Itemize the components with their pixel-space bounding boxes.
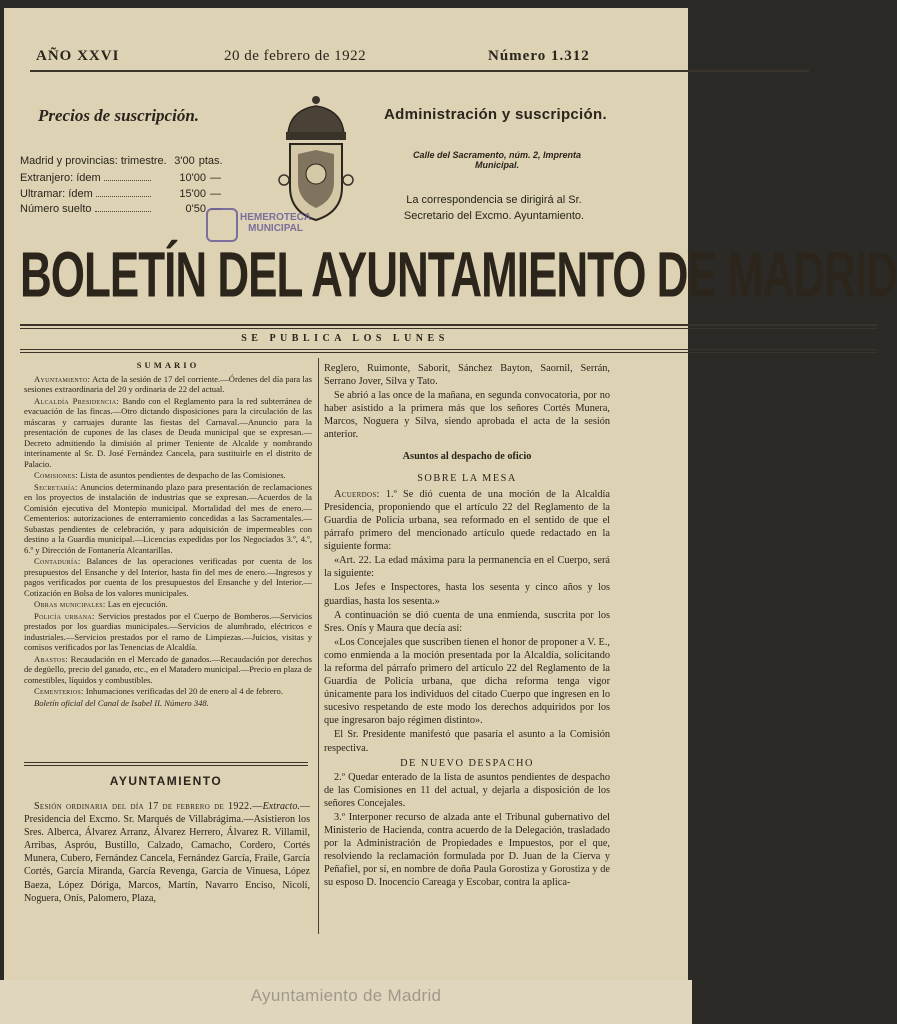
session-extract: Extracto. (262, 801, 300, 812)
sumario-column (24, 360, 312, 709)
sumario-item (24, 470, 312, 481)
section-rule (24, 762, 308, 763)
sumario-item (24, 654, 312, 686)
price-unit: ptas. (198, 155, 223, 167)
sumario-item (24, 374, 312, 395)
sumario-item (24, 556, 312, 598)
admin-note: La correspondencia se dirigirá al Sr. Secretario del Excmo. Ayuntamiento. (403, 194, 585, 222)
price-unit: — (210, 172, 221, 184)
attendees-cont: Reglero, Ruimonte, Saborit, Sánchez Bayton, Saornil, Serrán, Serrano Jover, Silva y Tato. (324, 363, 610, 388)
sumario-title: SUMARIO (136, 360, 200, 370)
stamp-line: MUNICIPAL (248, 223, 303, 234)
date-label: 20 de febrero de 1922 (224, 48, 367, 64)
sumario-head: Alcaldía Presidencia: (34, 395, 120, 406)
sumario-text: Las en ejecución. (107, 599, 168, 609)
sumario-text: Anuncios determinando plazo para presentación de reclamaciones en los proyectos de instalación de industrias que se expresan.—Acuerdos de la Comisión ejecutiva del Montepío municipal. Mortalidad del mes de enero.—Cementerios: autorizaciones de enterramiento concedidas a las Sacramentales.—Subastas pendientes de celebración, y para adquisición de impermeables con destino a la Guardia municipal.—Licencias expedidas por los Negociados 3.º, 4.º, 6.º y Dirección de Fontanería Alcantarillas. (24, 481, 312, 555)
sumario-head: Abastos: (34, 653, 68, 664)
sumario-item (24, 599, 312, 610)
session-text: —Presidencia del Excmo. Sr. Marqués de Villabrágima.—Asistieron los Sres. Alberca, Álvarez Arranz, Álvarez Herrero, Álvarez R. Villamil, Arribas, Aspróu, Bustillo, Calzado, Camacho, Cordero, Cortés Munera, Cubero, Fernández Cancela, Fernández García, Fraile, García Cortés, García Miranda, García Revenga, García de Vinuesa, López Baeza, López Dóriga, Marcos, Martín, Navarro Enciso, Nicolí, Noguera, Onís, Palomero, Plaza, (24, 801, 310, 904)
admin-title: Administración y suscripción. (384, 106, 607, 123)
subscription-title: Precios de suscripción. (38, 106, 200, 125)
nuevo-despacho-title: DE NUEVO DESPACHO (400, 757, 534, 769)
sumario-text: Bando con el Reglamento para la red subterránea de evacuación de las fincas.—Otro dictando disposiciones para la circulación de las máscaras y carruajes durante las fiestas del Carnaval.—Anuncio para la presentación de cupones de las clases de Deuda municipal que se expresan.—Decreto admitiendo la dimisión al primer Teniente de Alcalde y nombrando interinamente al Sr. D. José Fernández Cancela, para sustituirle en el distrito de Palacio. (24, 395, 312, 469)
sumario-item (24, 686, 312, 697)
price-label: Extranjero: ídem (20, 172, 101, 184)
sumario-head: Cementerios: (34, 686, 84, 696)
presidente-paragraph: El Sr. Presidente manifestó que pasaría el asunto a la Comisión respectiva. (324, 729, 610, 754)
price-value: 3'00 (174, 155, 195, 167)
coat-of-arms-icon (276, 92, 356, 232)
sumario-head: Comisiones: (34, 470, 79, 480)
masthead-rule-thin (20, 328, 877, 329)
mesa-title: SOBRE LA MESA (417, 472, 517, 484)
stamp-seal-icon (206, 208, 238, 242)
sumario-head: Secretaría: (34, 481, 78, 492)
footer-watermark: Ayuntamiento de Madrid (250, 986, 442, 1005)
admin-address: Calle del Sacramento, núm. 2, Imprenta Municipal. (412, 150, 582, 170)
session-paragraph (24, 800, 310, 905)
price-row (20, 172, 254, 184)
sumario-text: Inhumaciones verificadas del 20 de enero al 4 de febrero. (85, 686, 283, 696)
price-unit: — (210, 188, 221, 200)
price-value: 0'50 (185, 203, 206, 215)
section-rule-thin (24, 765, 308, 766)
price-value: 15'00 (179, 188, 206, 200)
acuerdos-head: Acuerdos: (334, 488, 380, 500)
opening-paragraph: Se abrió a las once de la mañana, en segunda convocatoria, por no haber asistido a la primera más que los señores Cortés Munera, Marcos, Noguera y Silva, siendo aprobada el acta de la sesión anterior. (324, 390, 610, 441)
sumario-head: Policía urbana: (34, 610, 95, 621)
asuntos-title: Asuntos al despacho de oficio (402, 450, 532, 462)
tagline-rule-thin (20, 352, 877, 353)
price-row (20, 188, 254, 200)
session-head: Sesión ordinaria del día 17 de febrero de 1922.— (34, 801, 263, 812)
stamp-line: HEMEROTECA (240, 212, 312, 223)
sumario-head: Obras municipales: (34, 599, 106, 609)
sumario-item (24, 698, 312, 709)
price-label: Ultramar: ídem (20, 188, 93, 200)
sumario-head: Ayuntamiento: (34, 373, 91, 384)
item-2-paragraph: 2.º Quedar enterado de la lista de asuntos pendientes de despacho de las Comisiones en 11 del actual, y dejarla a disposición de los señores Concejales. (324, 771, 610, 809)
column-divider (318, 358, 319, 934)
sumario-item (24, 482, 312, 556)
header-rule (30, 70, 809, 72)
acuerdos-paragraph (324, 488, 610, 553)
price-label: Madrid y provincias: trimestre. (20, 155, 167, 167)
sumario-head: Contaduría: (34, 556, 81, 566)
sumario-text: Servicios prestados por el Cuerpo de Bomberos.—Servicios prestados por los guardias municipales.—Servicios de alumbrado, eléctricos e industriales.—Servicios prestados por el ramo de Limpiezas.—Juicios, visitas y comisos verificados por las Tenencias de Alcaldía. (24, 610, 312, 652)
price-label: Número suelto (20, 203, 92, 215)
enmienda-paragraph: A continuación se dió cuenta de una enmienda, suscrita por los Sres. Onís y Maura que decía así: (324, 609, 610, 634)
sumario-text: Lista de asuntos pendientes de despacho de las Comisiones. (80, 470, 286, 480)
price-row (20, 155, 254, 167)
sumario-text: Recaudación en el Mercado de ganados.—Recaudación por derechos de degüello, precio del ganado, etc., en el Matadero municipal.—Precio en plaza de comestibles, líquidos y combustibles. (24, 653, 312, 685)
sumario-text: Balances de las operaciones verificadas por cuenta de los presupuestos del Ensanche y del Interior, hasta fin del mes de enero.—Ingresos y pagos verificados por cuenta de los presupuestos del Ensanche y del Interior.—Cotización en Bolsa de los valores municipales. (24, 556, 312, 598)
masthead-title: BOLETÍN DEL AYUNTAMIENTO DE MADRID (20, 240, 897, 312)
sumario-item (24, 396, 312, 470)
price-unit: — (210, 203, 221, 215)
year-label: AÑO XXVI (36, 48, 120, 64)
article-paragraph: «Art. 22. La edad máxima para la permanencia en el Cuerpo, será la siguiente: (324, 555, 610, 580)
library-stamp (240, 212, 311, 234)
price-value: 10'00 (179, 172, 206, 184)
sumario-text: Acta de la sesión de 17 del corriente.—Órdenes del día para las sesiones extraordinaria del 20 y ordinaria de 22 del actual. (24, 373, 312, 394)
tagline-rule (20, 349, 877, 350)
jefes-paragraph: Los Jefes e Inspectores, hasta los sesenta y cinco años y los guardias, hasta los sesenta.» (324, 582, 610, 607)
ayuntamiento-column (24, 800, 310, 906)
main-column (324, 362, 610, 891)
issue-number: Número 1.312 (488, 48, 590, 64)
item-3-paragraph: 3.º Interponer recurso de alzada ante el Tribunal gubernativo del Ministerio de Hacienda, contra acuerdo de la Delegación, trasladado por la Administración de Propiedades e Impuestos, por el que, resolviendo la reclamación formulada por D. Juan de la Cierva y Peñafiel, por sí, en nombre de doña Paula Gorostiza y Gorostiza y de su esposo D. Inocencio Careaga y Escobar, contra la aplica- (324, 812, 610, 889)
ayuntamiento-title: AYUNTAMIENTO (109, 774, 223, 788)
concejales-paragraph: «Los Concejales que suscriben tienen el honor de proponer a V. E., como enmienda a la moción presentada por la Alcaldía, solicitando la reforma del párrafo primero del artículo 22 del Reglamento de la Guardia de Policía urbana, que dicha reforma tenga vigor únicamente para los individuos del citado Cuerpo que ingresen en lo sucesivo respetando de este modo los derechos adquiridos por los que ingresaron bajo régimen distinto». (324, 636, 610, 727)
sumario-text: Boletín oficial del Canal de Isabel II. Número 348. (34, 697, 209, 708)
acuerdos-text: 1.º Se dió cuenta de una moción de la Alcaldía Presidencia, proponiendo que el artículo 22 del Reglamento de la Guardia de Policía urbana, sea reformado en el sentido de que el párrafo primero del mencionado artículo quede redactado en la siguiente forma: (324, 488, 610, 553)
masthead-rule (20, 324, 877, 326)
sumario-item (24, 611, 312, 653)
tagline: SE PUBLICA LOS LUNES (241, 333, 449, 344)
